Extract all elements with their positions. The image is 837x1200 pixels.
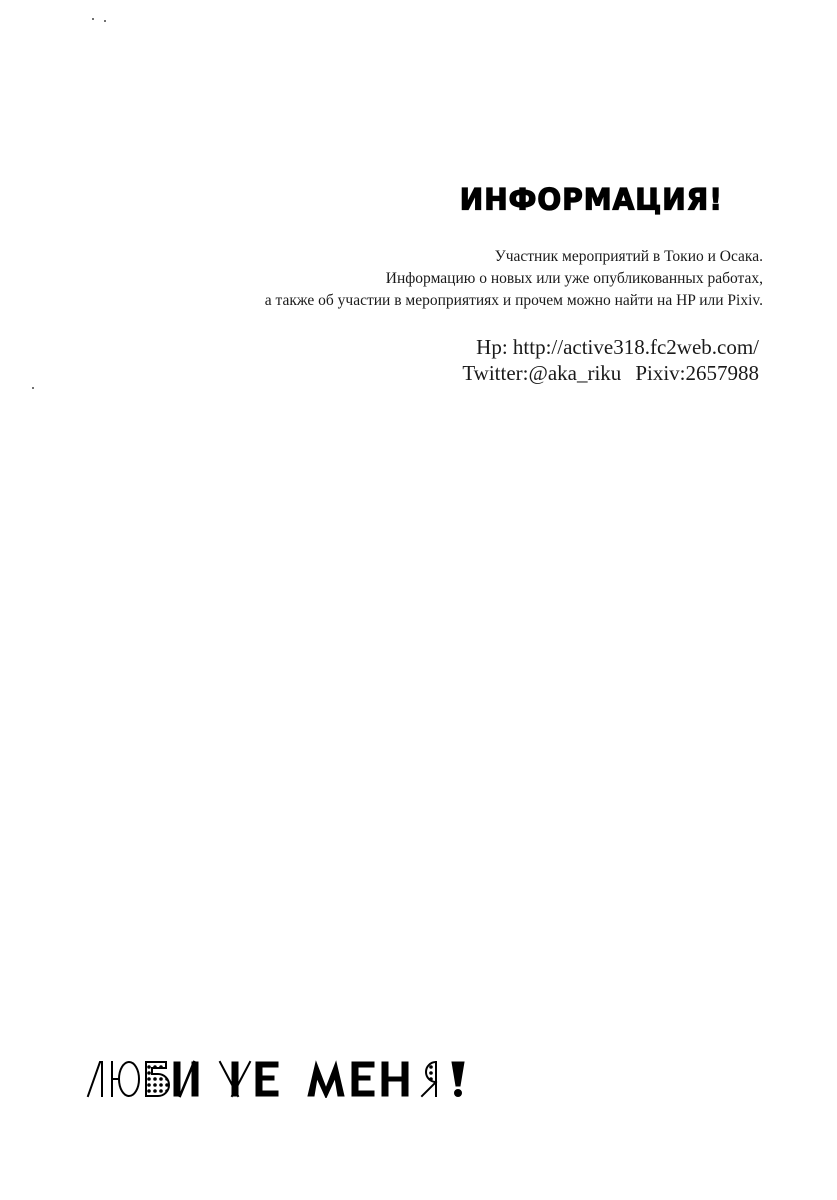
title-logo: [86, 1058, 496, 1098]
title-logo-text: ЛЮБИ ЖЕ МЕНЯ!: [86, 1058, 95, 1059]
print-speck: [104, 20, 106, 22]
info-line-events: Участник мероприятий в Токио и Осака.: [494, 248, 763, 265]
info-line-where: а также об участии в мероприятиях и прочем можно найти на HP или Pixiv.: [264, 292, 763, 309]
print-speck: [32, 387, 34, 389]
homepage-link[interactable]: Hp: http://active318.fc2web.com/: [476, 335, 759, 359]
info-text: [265, 246, 763, 312]
info-heading: ИНФОРМАЦИЯ!: [459, 182, 723, 217]
pixiv-id[interactable]: Pixiv:2657988: [635, 361, 759, 385]
info-line-works: Информацию о новых или уже опубликованных работах,: [385, 270, 763, 287]
print-speck: [92, 18, 94, 20]
contact-links: [462, 334, 759, 386]
twitter-handle[interactable]: Twitter:@aka_riku: [462, 361, 622, 385]
social-line: [462, 360, 759, 386]
